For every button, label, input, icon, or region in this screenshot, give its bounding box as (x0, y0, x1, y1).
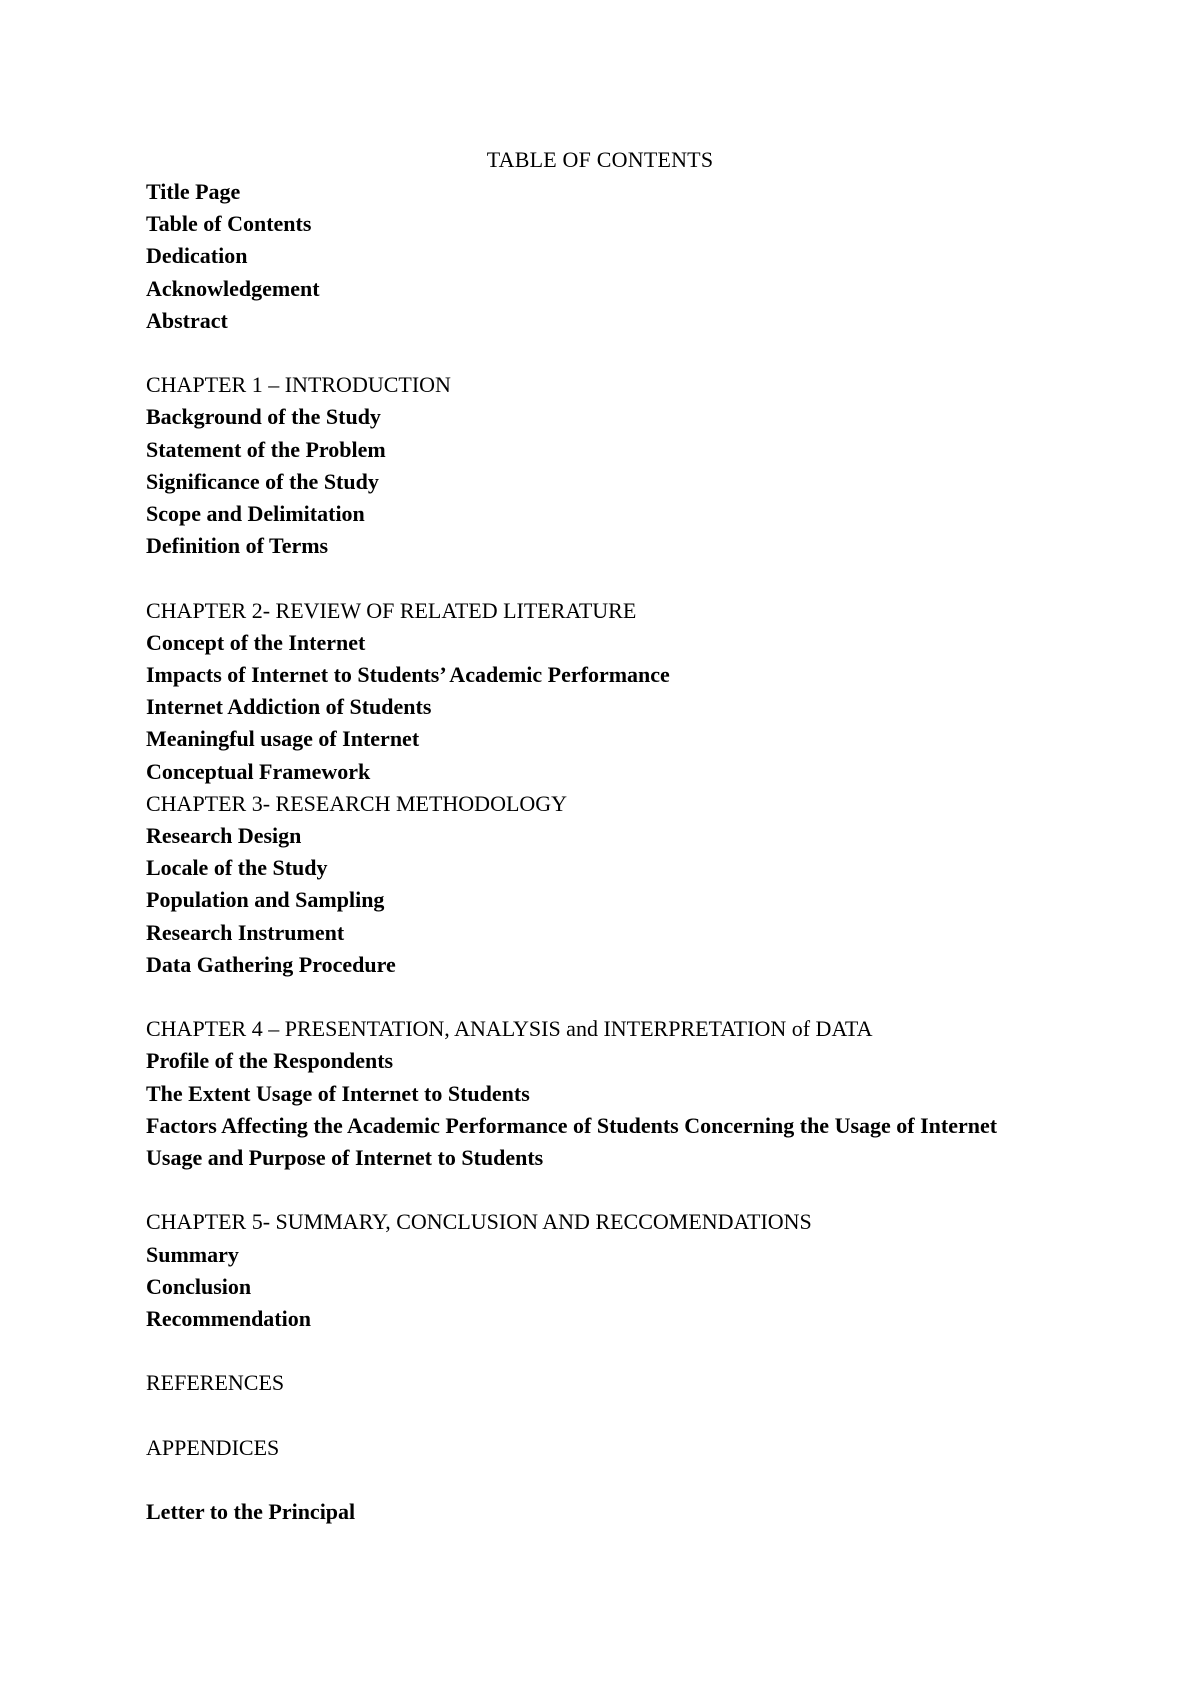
toc-entry: Impacts of Internet to Students’ Academic Performance (146, 662, 670, 688)
table-of-contents (146, 176, 1016, 1528)
toc-entry-acknowledgement: Acknowledgement (146, 275, 320, 301)
toc-entry-dedication: Dedication (146, 243, 248, 269)
toc-entry: Research Design (146, 823, 302, 849)
chapter-2-heading: CHAPTER 2- REVIEW OF RELATED LITERATURE (146, 597, 637, 623)
toc-entry: Locale of the Study (146, 855, 328, 881)
toc-entry: Population and Sampling (146, 887, 385, 913)
chapter-5-heading: CHAPTER 5- SUMMARY, CONCLUSION AND RECCOMENDATIONS (146, 1209, 812, 1235)
toc-entry: The Extent Usage of Internet to Students (146, 1080, 530, 1106)
toc-entry: Research Instrument (146, 919, 345, 945)
toc-entry: Definition of Terms (146, 533, 329, 559)
toc-entry: Scope and Delimitation (146, 501, 365, 527)
chapter-3-heading: CHAPTER 3- RESEARCH METHODOLOGY (146, 790, 568, 816)
toc-entry-table-of-contents: Table of Contents (146, 211, 312, 237)
toc-entry: Meaningful usage of Internet (146, 726, 420, 752)
toc-entry: Data Gathering Procedure (146, 951, 396, 977)
page-title: TABLE OF CONTENTS (486, 147, 714, 172)
toc-entry: Profile of the Respondents (146, 1048, 394, 1074)
toc-entry: Concept of the Internet (146, 629, 366, 655)
toc-entry: Usage and Purpose of Internet to Students (146, 1145, 544, 1171)
chapter-4-heading: CHAPTER 4 – PRESENTATION, ANALYSIS and INTERPRETATION of DATA (146, 1016, 873, 1042)
toc-entry: Factors Affecting the Academic Performance of Students Concerning the Usage of Internet (146, 1112, 998, 1138)
chapter-1-heading: CHAPTER 1 – INTRODUCTION (146, 372, 451, 398)
toc-entry-title-page: Title Page (146, 179, 241, 204)
toc-entry: Recommendation (146, 1306, 311, 1332)
appendices-heading: APPENDICES (146, 1434, 280, 1460)
toc-entry: Conceptual Framework (146, 758, 371, 784)
toc-entry: Background of the Study (146, 404, 381, 430)
toc-entry-abstract: Abstract (146, 307, 228, 333)
toc-entry: Internet Addiction of Students (146, 694, 432, 720)
references-heading: REFERENCES (146, 1370, 285, 1396)
toc-entry: Statement of the Problem (146, 436, 386, 462)
toc-entry-letter-to-principal: Letter to the Principal (146, 1499, 356, 1525)
toc-entry: Conclusion (146, 1273, 252, 1299)
toc-entry: Significance of the Study (146, 468, 379, 494)
toc-entry: Summary (146, 1241, 239, 1267)
